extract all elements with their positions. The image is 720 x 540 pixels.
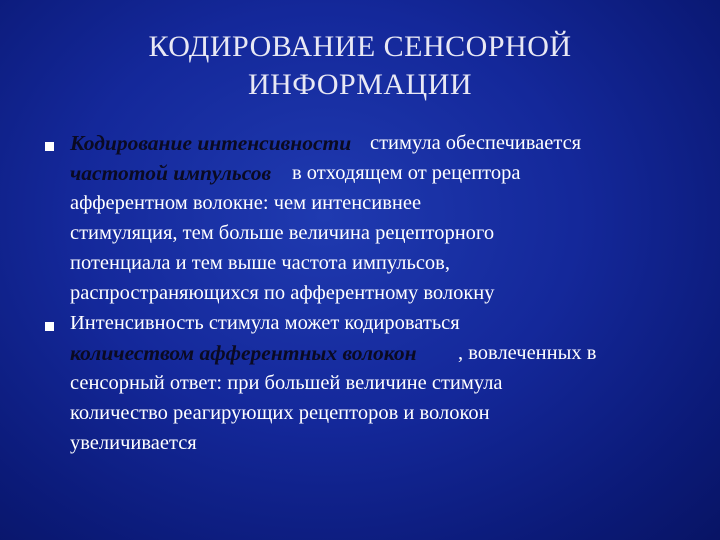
bullet2-l2-text: , вовлеченных в [458,342,597,364]
bullet2-line-3: сенсорный ответ: при большей величине стимула [70,372,503,394]
title-line-1: КОДИРОВАНИЕ СЕНСОРНОЙ [148,30,572,63]
bullet2-line-4: количество реагирующих рецепторов и волокон [70,402,490,424]
bullet1-line-6: распространяющихся по афферентному волокну [70,282,495,304]
bullet1-l2-emphasis: частотой импульсов [70,161,272,185]
bullet2-line-5: увеличивается [70,432,197,454]
square-bullet-icon [45,322,54,331]
bullet1-l1-text: стимула обеспечивается [370,132,582,154]
bullet1-line-4: стимуляция, тем больше величина рецепторного [70,222,495,244]
square-bullet-icon [45,142,54,151]
bullet2-line-1: Интенсивность стимула может кодироваться [70,312,460,334]
bullet-item-frequency-coding [40,128,680,308]
bullet1-line-3: афферентном волокне: чем интенсивнее [70,192,422,214]
bullet1-line-5: потенциала и тем выше частота импульсов, [70,252,450,274]
bullet1-l1-emphasis: Кодирование интенсивности [70,131,352,155]
bullet-list [40,128,680,458]
slide-title [60,28,660,104]
bullet1-l2-text: в отходящем от рецептора [292,162,521,184]
title-line-2: ИНФОРМАЦИИ [247,68,473,101]
bullet2-l2-emphasis: количеством афферентных волокон [70,341,417,365]
bullet-item-fiber-count [40,308,680,458]
